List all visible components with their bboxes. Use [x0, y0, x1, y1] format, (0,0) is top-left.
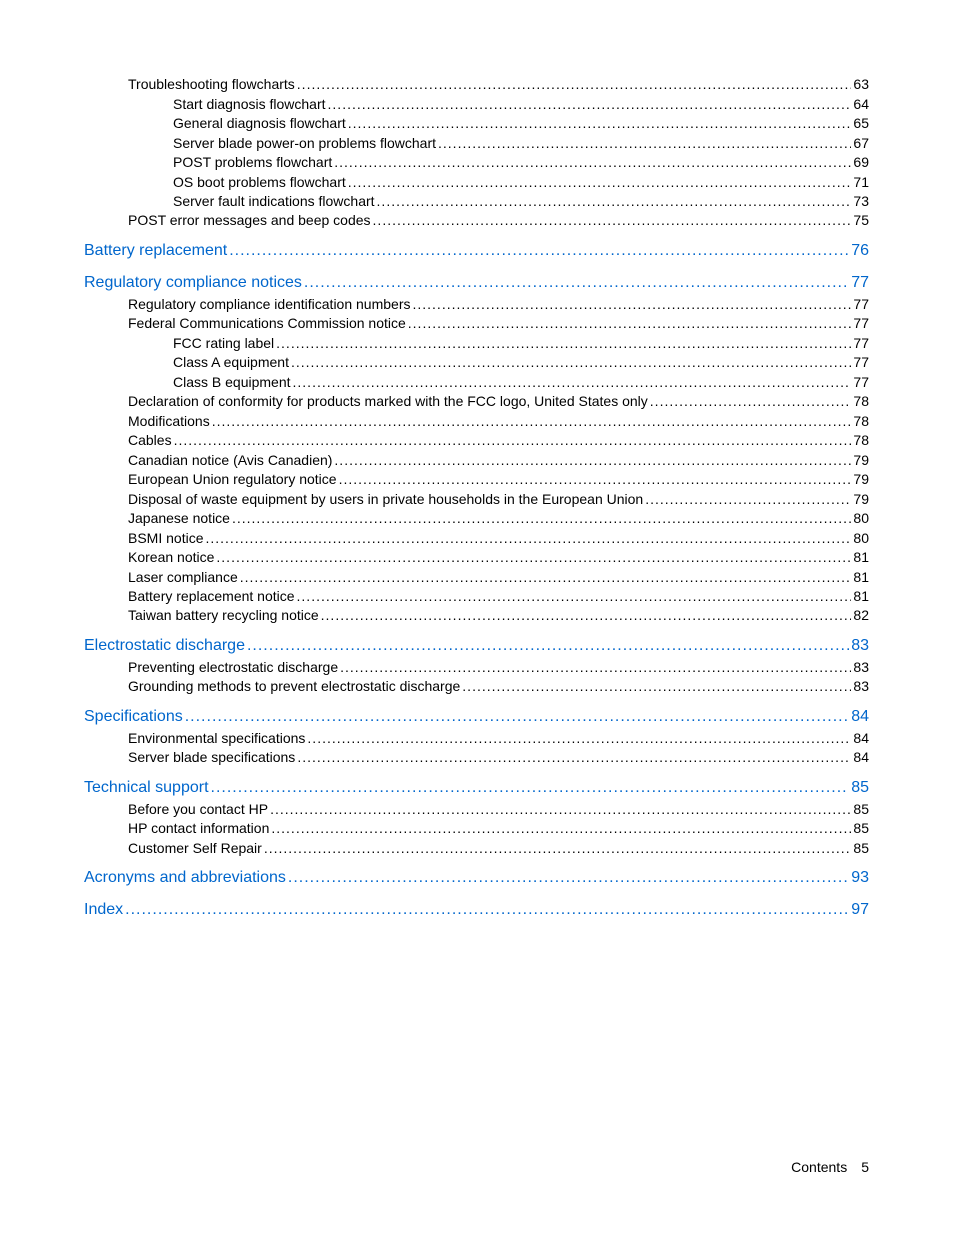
dot-leader	[373, 212, 852, 228]
dot-leader	[334, 452, 851, 468]
toc-entry-title: Disposal of waste equipment by users in private households in the European Union	[128, 491, 644, 507]
toc-entry-page: 85	[853, 820, 869, 836]
toc-entry-title: Before you contact HP	[128, 801, 269, 817]
toc-entry[interactable]	[128, 393, 869, 409]
toc-entry[interactable]	[128, 588, 869, 604]
toc-chapter-entry[interactable]	[84, 901, 869, 919]
toc-entry-page: 65	[853, 115, 869, 131]
toc-entry[interactable]	[128, 491, 869, 507]
toc-entry-page: 79	[853, 471, 869, 487]
toc-entry[interactable]	[173, 193, 869, 209]
dot-leader	[408, 315, 852, 331]
toc-entry[interactable]	[173, 374, 869, 390]
toc-entry-page: 79	[853, 491, 869, 507]
toc-entry-title: Class A equipment	[173, 354, 289, 370]
toc-entry[interactable]	[128, 432, 869, 448]
toc-entry[interactable]	[173, 154, 869, 170]
dot-leader	[205, 530, 851, 546]
toc-entry-title: Server fault indications flowchart	[173, 193, 375, 209]
dot-leader	[339, 471, 852, 487]
toc-entry-page: 79	[853, 452, 869, 468]
toc-entry-title: POST problems flowchart	[173, 154, 333, 170]
toc-entry-page: 77	[851, 274, 869, 291]
dot-leader	[340, 659, 851, 675]
toc-entry-page: 83	[853, 659, 869, 675]
toc-entry-page: 80	[853, 510, 869, 526]
toc-entry[interactable]	[173, 115, 869, 131]
dot-leader	[216, 549, 851, 565]
dot-leader	[174, 432, 852, 448]
dot-leader	[462, 678, 851, 694]
dot-leader	[291, 354, 851, 370]
toc-entry[interactable]	[128, 452, 869, 468]
toc-chapter-entry[interactable]	[84, 637, 869, 655]
toc-entry-page: 78	[853, 432, 869, 448]
toc-entry-title: Regulatory compliance notices	[84, 274, 302, 291]
toc-entry-page: 83	[851, 637, 869, 654]
toc-entry[interactable]	[128, 659, 869, 675]
toc-entry-title: Japanese notice	[128, 510, 230, 526]
dot-leader	[650, 393, 852, 409]
toc-entry[interactable]	[128, 530, 869, 546]
toc-entry[interactable]	[128, 549, 869, 565]
toc-entry-page: 63	[853, 76, 869, 92]
dot-leader	[240, 569, 852, 585]
toc-entry-page: 71	[853, 174, 869, 190]
toc-entry-page: 85	[853, 840, 869, 856]
page-footer	[0, 1159, 869, 1175]
toc-entry-title: Battery replacement	[84, 242, 228, 259]
dot-leader	[271, 820, 851, 836]
toc-entry[interactable]	[128, 678, 869, 694]
toc-entry-title: Acronyms and abbreviations	[84, 869, 286, 886]
toc-entry-page: 77	[853, 315, 869, 331]
toc-entry-page: 85	[851, 779, 869, 796]
toc-entry-title: Declaration of conformity for products marked with the FCC logo, United States only	[128, 393, 648, 409]
toc-entry-page: 81	[853, 588, 869, 604]
dot-leader	[334, 154, 851, 170]
toc-entry[interactable]	[128, 315, 869, 331]
toc-entry[interactable]	[173, 135, 869, 151]
dot-leader	[307, 730, 851, 746]
dot-leader	[321, 607, 852, 623]
toc-entry[interactable]	[128, 413, 869, 429]
toc-entry-title: Specifications	[84, 708, 183, 725]
toc-entry-title: Regulatory compliance identification numbers	[128, 296, 411, 312]
toc-entry-title: Cables	[128, 432, 172, 448]
toc-entry-title: Modifications	[128, 413, 210, 429]
toc-chapter-entry[interactable]	[84, 274, 869, 292]
toc-entry[interactable]	[128, 212, 869, 228]
toc-entry-title: Canadian notice (Avis Canadien)	[128, 452, 333, 468]
dot-leader	[270, 801, 851, 817]
toc-entry[interactable]	[128, 296, 869, 312]
toc-entry[interactable]	[128, 569, 869, 585]
dot-leader	[211, 779, 850, 797]
dot-leader	[276, 335, 851, 351]
dot-leader	[412, 296, 851, 312]
toc-entry-page: 84	[853, 749, 869, 765]
toc-entry-title: Electrostatic discharge	[84, 637, 245, 654]
dot-leader	[348, 115, 852, 131]
toc-entry-title: Grounding methods to prevent electrostatic discharge	[128, 678, 461, 694]
toc-entry-page: 80	[853, 530, 869, 546]
dot-leader	[212, 413, 852, 429]
toc-entry-title: HP contact information	[128, 820, 270, 836]
toc-entry-page: 97	[851, 901, 869, 918]
toc-entry-page: 78	[853, 413, 869, 429]
toc-entry-page: 78	[853, 393, 869, 409]
dot-leader	[297, 749, 851, 765]
dot-leader	[247, 637, 849, 655]
dot-leader	[293, 374, 852, 390]
toc-entry-title: Taiwan battery recycling notice	[128, 607, 319, 623]
dot-leader	[232, 510, 851, 526]
toc-entry-title: Class B equipment	[173, 374, 291, 390]
toc-entry[interactable]	[128, 510, 869, 526]
toc-entry-title: Server blade power-on problems flowchart	[173, 135, 437, 151]
toc-entry-page: 84	[851, 708, 869, 725]
toc-chapter-entry[interactable]	[84, 242, 869, 260]
toc-entry[interactable]	[128, 820, 869, 836]
toc-entry[interactable]	[173, 96, 869, 112]
toc-entry-page: 64	[853, 96, 869, 112]
toc-entry-title: OS boot problems flowchart	[173, 174, 346, 190]
toc-entry-title: Environmental specifications	[128, 730, 306, 746]
toc-entry-page: 84	[853, 730, 869, 746]
toc-entry-page: 73	[853, 193, 869, 209]
toc-entry-page: 81	[853, 569, 869, 585]
toc-entry-title: Index	[84, 901, 124, 918]
toc-entry[interactable]	[128, 607, 869, 623]
dot-leader	[288, 869, 849, 887]
dot-leader	[229, 242, 849, 260]
toc-entry-page: 85	[853, 801, 869, 817]
toc-entry-title: Korean notice	[128, 549, 215, 565]
toc-entry-page: 77	[853, 374, 869, 390]
toc-entry-title: POST error messages and beep codes	[128, 212, 371, 228]
toc-chapter-entry[interactable]	[84, 779, 869, 797]
toc-entry-title: Technical support	[84, 779, 209, 796]
dot-leader	[328, 96, 852, 112]
toc-entry-page: 69	[853, 154, 869, 170]
toc-entry-title: Federal Communications Commission notice	[128, 315, 406, 331]
dot-leader	[645, 491, 851, 507]
toc-entry-title: Server blade specifications	[128, 749, 296, 765]
toc-entry-page: 83	[853, 678, 869, 694]
toc-entry-title: Laser compliance	[128, 569, 238, 585]
dot-leader	[304, 274, 849, 292]
toc-entry[interactable]	[173, 354, 869, 370]
dot-leader	[125, 901, 849, 919]
toc-entry-page: 93	[851, 869, 869, 886]
toc-entry[interactable]	[128, 730, 869, 746]
toc-entry-page: 77	[853, 296, 869, 312]
footer-page-number: 5	[861, 1159, 869, 1175]
toc-entry[interactable]	[128, 76, 869, 92]
dot-leader	[297, 76, 852, 92]
dot-leader	[264, 840, 852, 856]
toc-entry-page: 67	[853, 135, 869, 151]
toc-entry-title: FCC rating label	[173, 335, 275, 351]
toc-entry-title: Start diagnosis flowchart	[173, 96, 326, 112]
toc-entry-page: 77	[853, 354, 869, 370]
toc-entry[interactable]	[128, 840, 869, 856]
toc-entry-title: Battery replacement notice	[128, 588, 295, 604]
toc-entry[interactable]	[173, 174, 869, 190]
dot-leader	[348, 174, 852, 190]
toc-entry-title: European Union regulatory notice	[128, 471, 337, 487]
dot-leader	[185, 708, 849, 726]
toc-entry-page: 81	[853, 549, 869, 565]
toc-entry-title: Customer Self Repair	[128, 840, 262, 856]
toc-entry-title: Troubleshooting flowcharts	[128, 76, 295, 92]
toc-entry[interactable]	[173, 335, 869, 351]
toc-entry-page: 75	[853, 212, 869, 228]
toc-entry-page: 76	[851, 242, 869, 259]
toc-entry-title: Preventing electrostatic discharge	[128, 659, 339, 675]
toc-entry[interactable]	[128, 749, 869, 765]
footer-label: Contents	[791, 1159, 848, 1175]
toc-chapter-entry[interactable]	[84, 708, 869, 726]
toc-chapter-entry[interactable]	[84, 869, 869, 887]
dot-leader	[297, 588, 852, 604]
toc-entry-title: General diagnosis flowchart	[173, 115, 346, 131]
toc-entry[interactable]	[128, 471, 869, 487]
toc-entry-page: 82	[853, 607, 869, 623]
dot-leader	[377, 193, 852, 209]
toc-entry[interactable]	[128, 801, 869, 817]
toc-entry-title: BSMI notice	[128, 530, 204, 546]
toc-entry-page: 77	[853, 335, 869, 351]
dot-leader	[438, 135, 851, 151]
